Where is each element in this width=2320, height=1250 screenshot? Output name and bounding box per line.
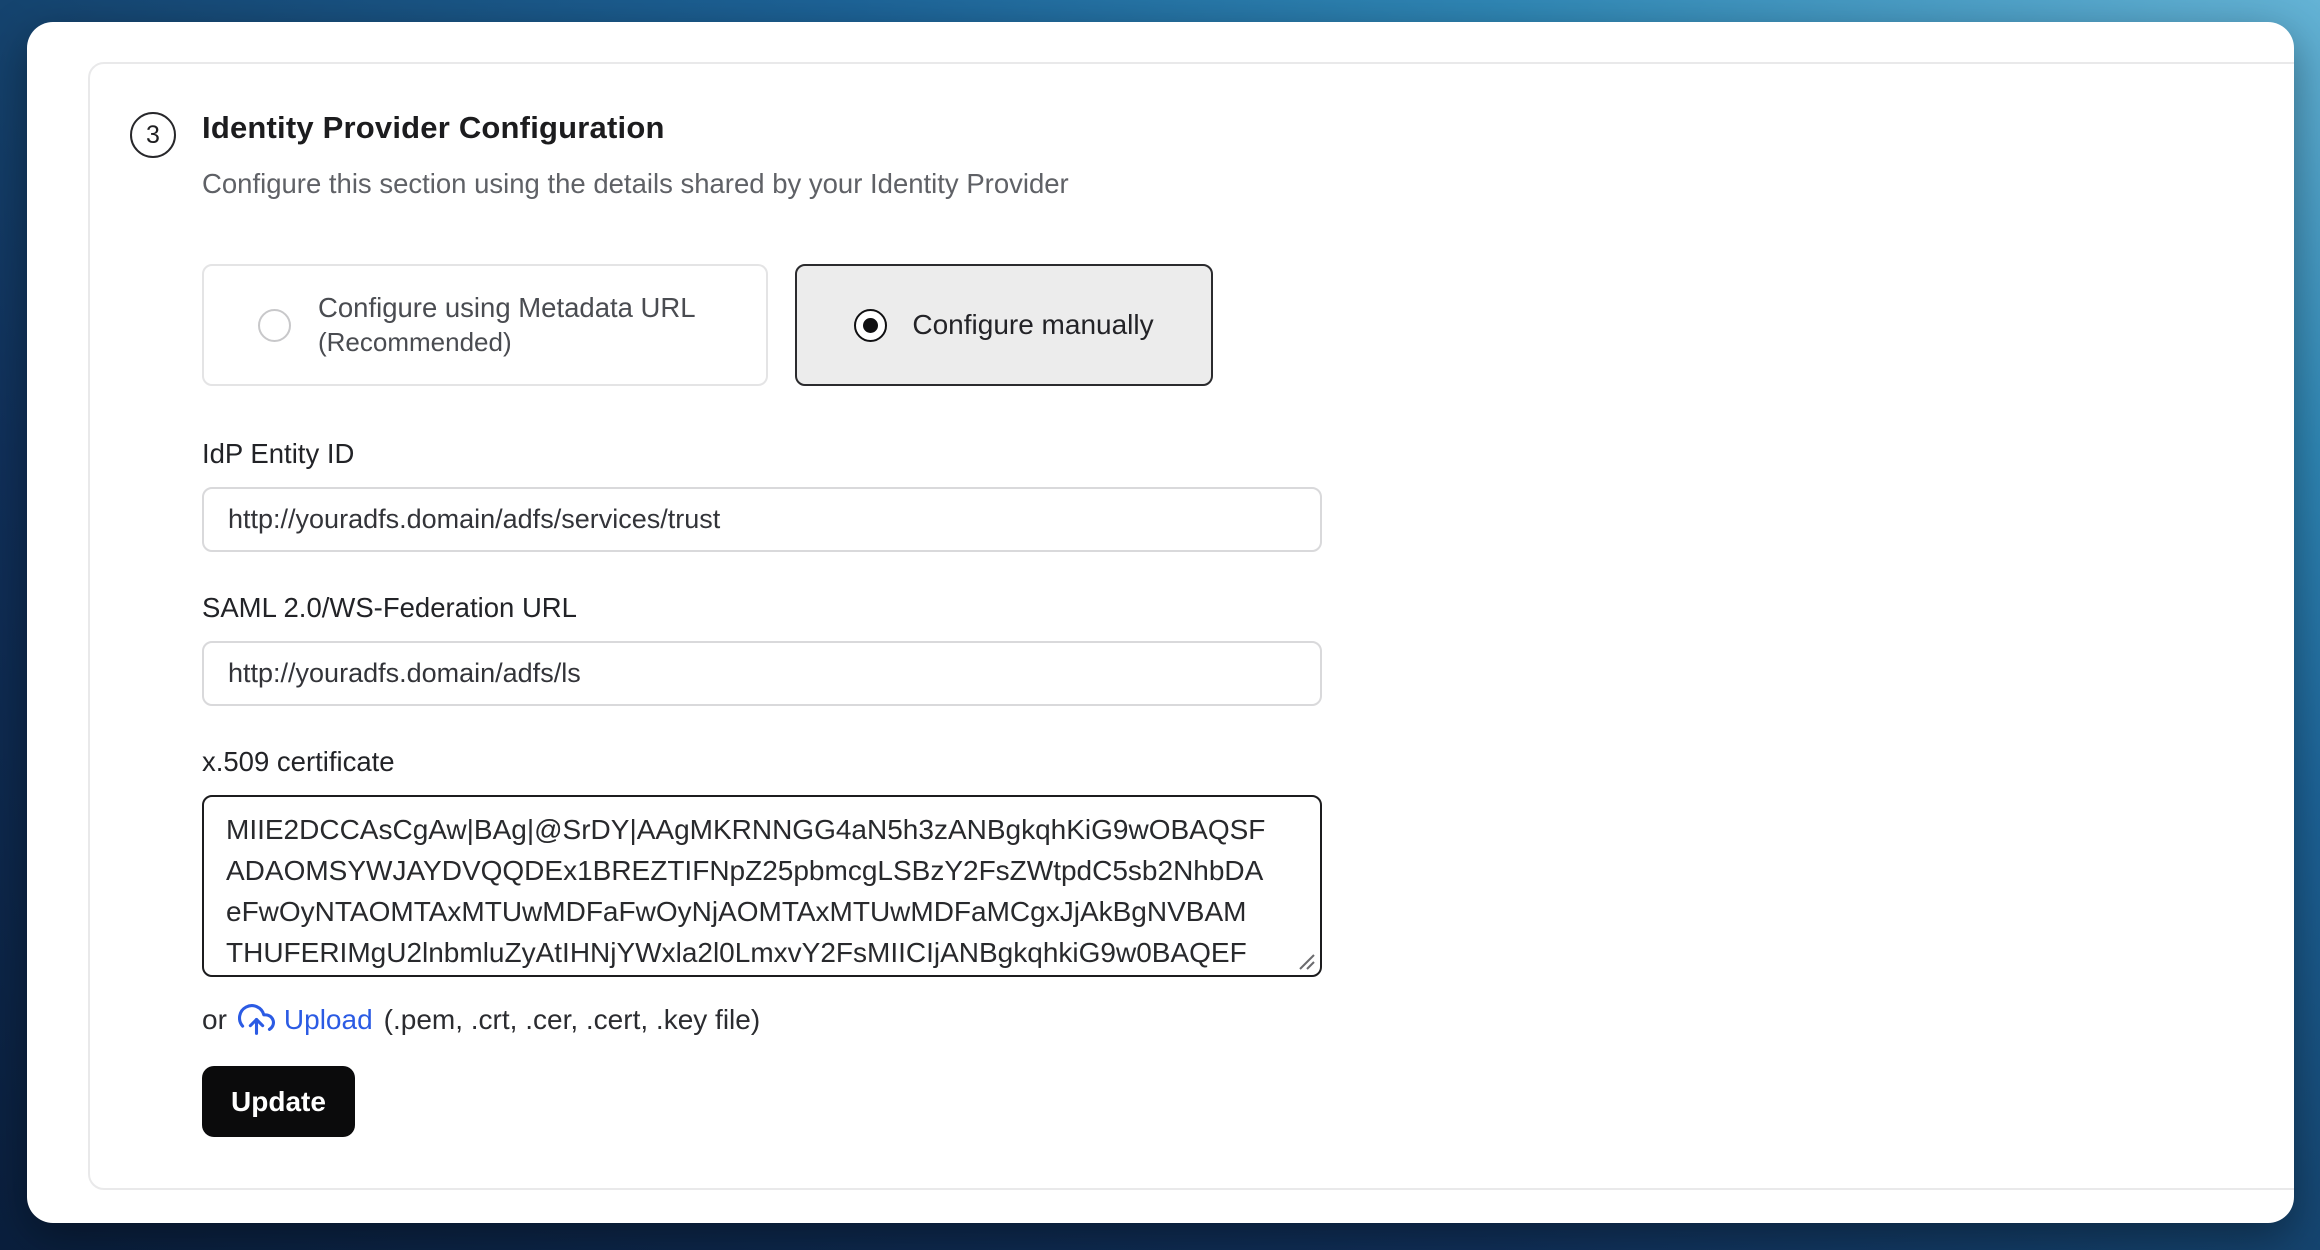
radio-unselected-icon[interactable] xyxy=(258,309,291,342)
manual-option-label: Configure manually xyxy=(912,308,1154,340)
section-header xyxy=(130,110,2294,200)
page-title: Identity Provider Configuration xyxy=(202,110,665,145)
saml-url-input[interactable] xyxy=(202,641,1322,706)
upload-prefix-text: or xyxy=(202,1003,227,1035)
update-button[interactable]: Update xyxy=(202,1066,355,1137)
upload-cloud-icon xyxy=(238,1001,275,1038)
upload-link-label: Upload xyxy=(283,1003,373,1035)
main-card xyxy=(27,22,2294,1223)
option-configure-manually[interactable] xyxy=(795,264,1213,386)
resize-handle-icon[interactable] xyxy=(1293,948,1317,972)
configuration-mode-options xyxy=(202,264,1322,386)
step-number-badge xyxy=(130,112,176,158)
metadata-option-sublabel: (Recommended) xyxy=(318,326,512,357)
metadata-option-label: Configure using Metadata URL xyxy=(318,292,696,324)
radio-selected-icon[interactable] xyxy=(854,309,887,342)
idp-entity-id-label: IdP Entity ID xyxy=(202,438,355,469)
upload-filetypes-text: (.pem, .crt, .cer, .cert, .key file) xyxy=(383,1003,761,1035)
idp-form xyxy=(202,264,1322,1137)
section-subtitle: Configure this section using the details shared by your Identity Provider xyxy=(202,168,1069,199)
certificate-label: x.509 certificate xyxy=(202,746,395,777)
upload-link[interactable] xyxy=(238,1001,373,1038)
idp-configuration-panel xyxy=(88,62,2294,1190)
saml-url-label: SAML 2.0/WS-Federation URL xyxy=(202,592,577,623)
option-configure-metadata-url[interactable] xyxy=(202,264,768,386)
step-number: 3 xyxy=(146,120,160,149)
idp-entity-id-input[interactable] xyxy=(202,487,1322,552)
certificate-textarea[interactable] xyxy=(202,795,1322,977)
certificate-upload-row xyxy=(202,1001,1322,1038)
